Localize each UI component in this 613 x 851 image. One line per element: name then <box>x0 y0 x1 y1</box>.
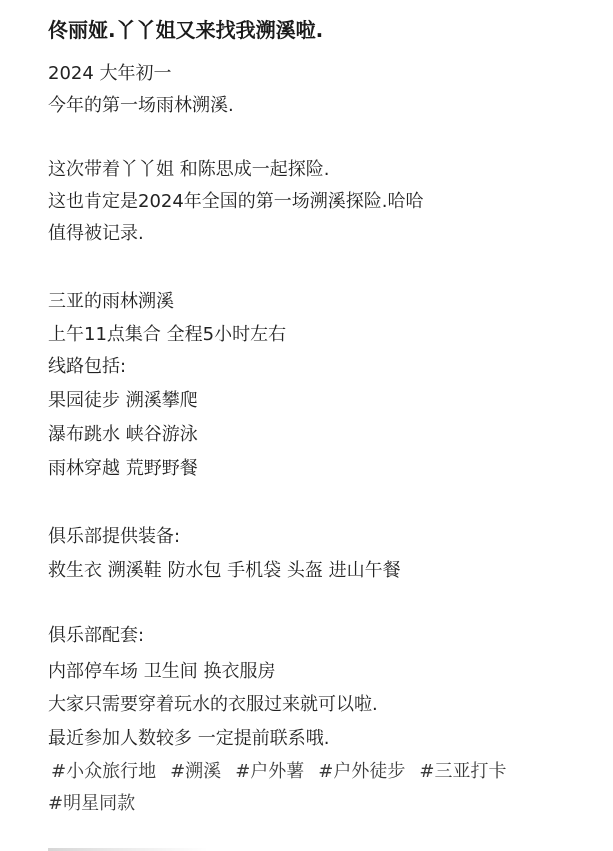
hashtag-list <box>48 756 593 820</box>
post-line-contact-note: 最近参加人数较多 一定提前联系哦. <box>48 728 330 749</box>
post-line-clothing-note: 大家只需要穿着玩水的衣服过来就可以啦. <box>48 694 378 715</box>
post-line-companions: 这次带着丫丫姐 和陈思成一起探险. <box>48 159 330 180</box>
post-line-first-trip: 今年的第一场雨林溯溪. <box>48 95 234 116</box>
post-line-equipment-list: 救生衣 溯溪鞋 防水包 手机袋 头盔 进山午餐 <box>48 560 401 581</box>
post-line-facilities-list: 内部停车场 卫生间 换衣服房 <box>48 661 276 682</box>
post-line-date: 2024 大年初一 <box>48 63 172 84</box>
post-line-national-first: 这也肯定是2024年全国的第一场溯溪探险.哈哈 <box>48 191 424 212</box>
post-line-worth-recording: 值得被记录. <box>48 223 144 244</box>
post-line-route-2: 瀑布跳水 峡谷游泳 <box>48 424 198 445</box>
post-line-time: 上午11点集合 全程5小时左右 <box>48 324 287 345</box>
hashtag-suxi[interactable]: #溯溪 <box>170 761 222 782</box>
hashtag-sanya-daka[interactable]: #三亚打卡 <box>419 761 507 782</box>
post-line-route-3: 雨林穿越 荒野野餐 <box>48 458 198 479</box>
post-line-route-heading: 线路包括: <box>48 356 127 377</box>
cropped-bottom-text-edge <box>48 836 208 851</box>
hashtag-huwai-shu[interactable]: #户外薯 <box>235 761 305 782</box>
post-line-equipment-heading: 俱乐部提供装备: <box>48 526 181 547</box>
hashtag-mingxing-tongkuan[interactable]: #明星同款 <box>48 793 136 814</box>
hashtag-xiaozhong-lvxingdi[interactable]: #小众旅行地 <box>51 761 157 782</box>
post-title: 佟丽娅.丫丫姐又来找我溯溪啦. <box>48 18 324 42</box>
post-line-facilities-heading: 俱乐部配套: <box>48 625 145 646</box>
post-line-location: 三亚的雨林溯溪 <box>48 291 174 312</box>
hashtag-huwai-tubu[interactable]: #户外徒步 <box>318 761 406 782</box>
post-line-route-1: 果园徒步 溯溪攀爬 <box>48 390 198 411</box>
